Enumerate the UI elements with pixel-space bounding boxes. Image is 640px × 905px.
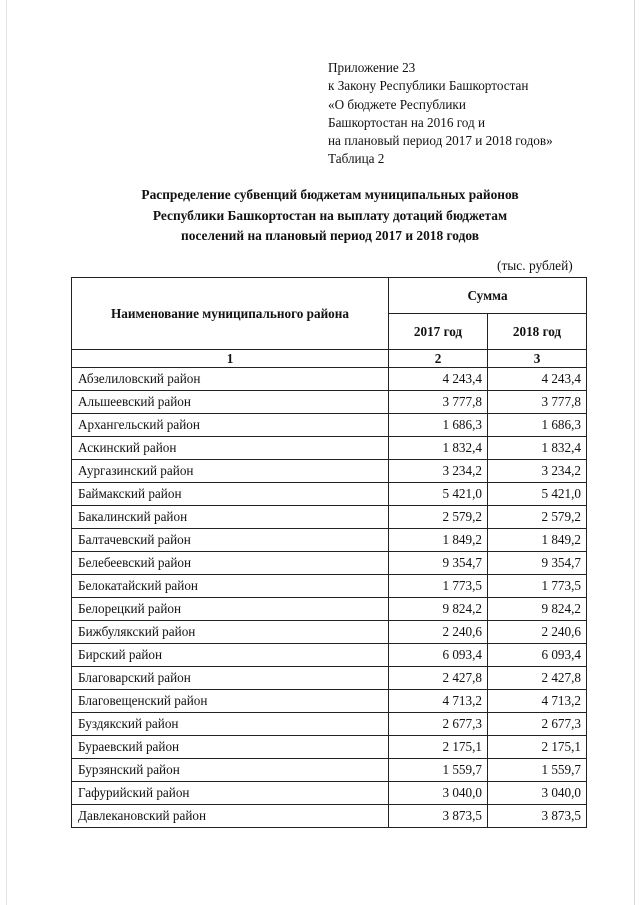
table-row — [72, 667, 587, 690]
header-line: Приложение 23 — [328, 60, 416, 75]
column-header-2017: 2017 год — [389, 314, 488, 350]
value-2018-cell: 2 427,8 — [488, 667, 587, 690]
district-name-cell: Бурзянский район — [72, 759, 389, 782]
table-row — [72, 713, 587, 736]
value-2018-cell: 1 832,4 — [488, 437, 587, 460]
table-row — [72, 644, 587, 667]
value-2017-cell: 9 824,2 — [389, 598, 488, 621]
value-2017-cell: 1 832,4 — [389, 437, 488, 460]
value-2017-cell: 2 579,2 — [389, 506, 488, 529]
header-line: Таблица 2 — [328, 151, 385, 167]
value-2018-cell: 1 686,3 — [488, 414, 587, 437]
value-2017-cell: 1 849,2 — [389, 529, 488, 552]
district-name-cell: Белебеевский район — [72, 552, 389, 575]
value-2018-cell: 9 824,2 — [488, 598, 587, 621]
value-2017-cell: 3 234,2 — [389, 460, 488, 483]
page-edge-right — [634, 0, 635, 905]
value-2017-cell: 5 421,0 — [389, 483, 488, 506]
value-2017-cell: 9 354,7 — [389, 552, 488, 575]
table-row — [72, 529, 587, 552]
unit-label: (тыс. рублей) — [497, 258, 573, 273]
value-2017-cell: 3 040,0 — [389, 782, 488, 805]
column-header-sum: Сумма — [389, 278, 587, 314]
document-title — [60, 185, 600, 247]
value-2018-cell: 3 234,2 — [488, 460, 587, 483]
column-header-2018: 2018 год — [488, 314, 587, 350]
value-2017-cell: 4 243,4 — [389, 368, 488, 391]
value-2018-cell: 2 240,6 — [488, 621, 587, 644]
district-name-cell: Давлекановский район — [72, 805, 389, 828]
title-line: Распределение субвенций бюджетам муниципальных районов — [141, 187, 519, 202]
value-2018-cell: 3 040,0 — [488, 782, 587, 805]
district-name-cell: Благоварский район — [72, 667, 389, 690]
table-row — [72, 437, 587, 460]
appendix-header — [328, 59, 553, 169]
value-2018-cell: 5 421,0 — [488, 483, 587, 506]
district-name-cell: Абзелиловский район — [72, 368, 389, 391]
value-2018-cell: 9 354,7 — [488, 552, 587, 575]
table-row — [72, 805, 587, 828]
column-header-district: Наименование муниципального района — [72, 278, 389, 350]
district-name-cell: Альшеевский район — [72, 391, 389, 414]
district-name-cell: Балтачевский район — [72, 529, 389, 552]
value-2018-cell: 4 243,4 — [488, 368, 587, 391]
district-name-cell: Белокатайский район — [72, 575, 389, 598]
district-name-cell: Благовещенский район — [72, 690, 389, 713]
value-2018-cell: 2 175,1 — [488, 736, 587, 759]
value-2018-cell: 3 873,5 — [488, 805, 587, 828]
table-row — [72, 391, 587, 414]
value-2017-cell: 2 677,3 — [389, 713, 488, 736]
value-2017-cell: 1 773,5 — [389, 575, 488, 598]
table-row — [72, 598, 587, 621]
table-row — [72, 782, 587, 805]
table-row — [72, 690, 587, 713]
district-name-cell: Архангельский район — [72, 414, 389, 437]
value-2018-cell: 1 773,5 — [488, 575, 587, 598]
table-row — [72, 621, 587, 644]
value-2017-cell: 2 427,8 — [389, 667, 488, 690]
value-2017-cell: 4 713,2 — [389, 690, 488, 713]
column-index: 2 — [389, 350, 488, 368]
district-name-cell: Бакалинский район — [72, 506, 389, 529]
header-line: на плановый период 2017 и 2018 годов» — [328, 133, 553, 149]
value-2017-cell: 2 175,1 — [389, 736, 488, 759]
column-index: 1 — [72, 350, 389, 368]
district-name-cell: Бураевский район — [72, 736, 389, 759]
table-row — [72, 368, 587, 391]
value-2017-cell: 6 093,4 — [389, 644, 488, 667]
value-2017-cell: 1 559,7 — [389, 759, 488, 782]
value-2018-cell: 2 579,2 — [488, 506, 587, 529]
header-line: «О бюджете Республики — [328, 96, 466, 112]
table-row — [72, 506, 587, 529]
district-name-cell: Буздякский район — [72, 713, 389, 736]
page-edge-left — [6, 0, 7, 905]
title-line: поселений на плановый период 2017 и 2018 годов — [181, 228, 479, 243]
value-2018-cell: 3 777,8 — [488, 391, 587, 414]
column-index: 3 — [488, 350, 587, 368]
table-row — [72, 759, 587, 782]
header-line: к Закону Республики Башкортостан — [328, 78, 529, 94]
district-name-cell: Бирский район — [72, 644, 389, 667]
table-body — [72, 368, 587, 828]
table-row — [72, 460, 587, 483]
table-row — [72, 552, 587, 575]
district-name-cell: Бижбулякский район — [72, 621, 389, 644]
value-2018-cell: 4 713,2 — [488, 690, 587, 713]
value-2017-cell: 3 777,8 — [389, 391, 488, 414]
value-2017-cell: 3 873,5 — [389, 805, 488, 828]
subsidy-table — [71, 277, 587, 828]
table-row — [72, 736, 587, 759]
value-2017-cell: 1 686,3 — [389, 414, 488, 437]
value-2018-cell: 2 677,3 — [488, 713, 587, 736]
district-name-cell: Аскинский район — [72, 437, 389, 460]
value-2018-cell: 1 849,2 — [488, 529, 587, 552]
header-line: Башкортостан на 2016 год и — [328, 114, 486, 130]
district-name-cell: Аургазинский район — [72, 460, 389, 483]
value-2018-cell: 6 093,4 — [488, 644, 587, 667]
district-name-cell: Гафурийский район — [72, 782, 389, 805]
table-row — [72, 483, 587, 506]
district-name-cell: Белорецкий район — [72, 598, 389, 621]
table-row — [72, 414, 587, 437]
value-2017-cell: 2 240,6 — [389, 621, 488, 644]
title-line: Республики Башкортостан на выплату дотаций бюджетам — [152, 207, 508, 223]
value-2018-cell: 1 559,7 — [488, 759, 587, 782]
table-row — [72, 575, 587, 598]
district-name-cell: Баймакский район — [72, 483, 389, 506]
